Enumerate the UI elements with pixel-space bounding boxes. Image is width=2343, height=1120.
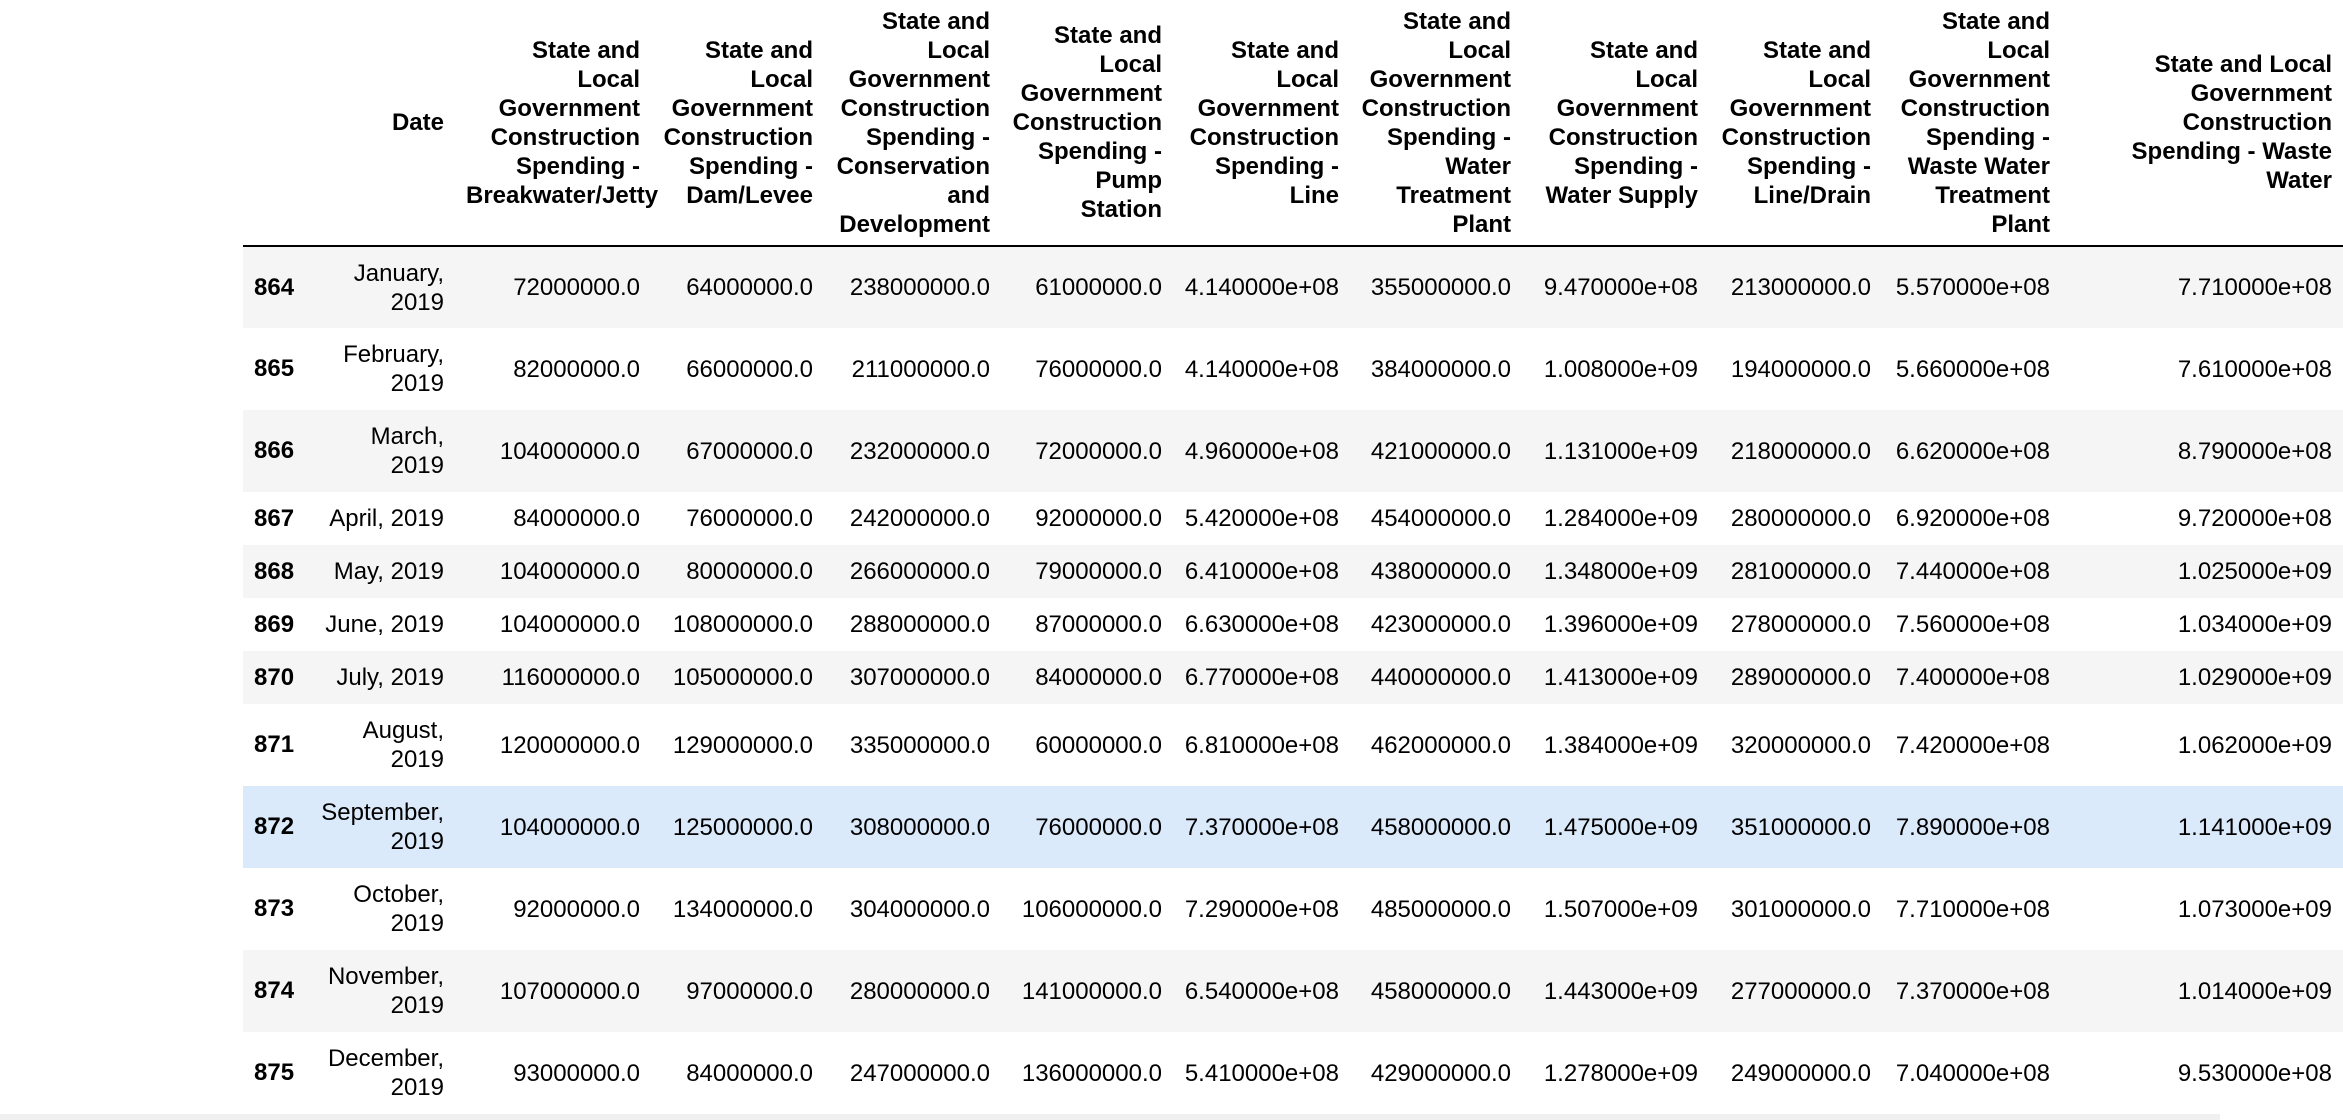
column-header-water-supply: State and Local Government Construction Spending - Water Supply [1522,0,1709,246]
value-cell: 7.610000e+08 [2177,355,2332,383]
value-cell: 79000000.0 [1035,558,1162,585]
value-cell: 5.570000e+08 [1895,274,2050,301]
value-cell: 4.140000e+08 [1184,355,1339,383]
date-cell: May, 2019 [333,558,444,585]
row-index: 871 [254,731,295,758]
value-cell: 4.140000e+08 [1184,274,1339,301]
date-cell: March, 2019 [370,423,444,479]
value-cell: 72000000.0 [1035,437,1162,465]
value-cell: 1.475000e+09 [1543,813,1698,841]
value-cell: 485000000.0 [1370,895,1511,923]
value-cell: 266000000.0 [849,558,990,585]
value-cell: 82000000.0 [513,355,640,383]
value-cell: 232000000.0 [849,437,990,465]
value-cell: 4.960000e+08 [1184,437,1339,465]
value-cell: 1.284000e+09 [1543,505,1698,532]
table-row[interactable] [243,246,2343,328]
value-cell: 421000000.0 [1370,437,1511,465]
table-row-hovered[interactable] [243,786,2343,868]
column-header-water-treatment-plant: State and Local Government Construction Spending - Water Treatment Plant [1350,0,1522,246]
value-cell: 107000000.0 [499,977,640,1005]
column-header-waste-water: State and Local Government Construction Spending - Waste Water [2061,0,2343,246]
date-cell: June, 2019 [325,611,444,638]
value-cell: 242000000.0 [849,505,990,532]
value-cell: 1.384000e+09 [1543,731,1698,759]
value-cell: 1.141000e+09 [2177,813,2332,841]
value-cell: 84000000.0 [686,1059,813,1087]
dataframe-table [243,0,2343,1114]
value-cell: 84000000.0 [513,505,640,532]
value-cell: 458000000.0 [1370,977,1511,1005]
value-cell: 9.530000e+08 [2177,1059,2332,1087]
value-cell: 80000000.0 [686,558,813,585]
value-cell: 440000000.0 [1370,664,1511,691]
value-cell: 1.443000e+09 [1543,977,1698,1005]
date-cell: December, 2019 [327,1045,444,1101]
value-cell: 8.790000e+08 [2177,437,2332,465]
value-cell: 280000000.0 [849,977,990,1005]
table-row[interactable] [243,492,2343,545]
row-index: 864 [254,273,295,301]
value-cell: 7.400000e+08 [1895,664,2050,691]
table-row[interactable] [243,868,2343,950]
value-cell: 64000000.0 [686,274,813,301]
value-cell: 5.660000e+08 [1895,355,2050,383]
value-cell: 454000000.0 [1370,505,1511,532]
value-cell: 194000000.0 [1730,355,1871,383]
value-cell: 1.029000e+09 [2177,664,2332,691]
value-cell: 7.040000e+08 [1895,1059,2050,1087]
value-cell: 92000000.0 [1035,505,1162,532]
value-cell: 7.290000e+08 [1184,895,1339,923]
value-cell: 289000000.0 [1730,664,1871,691]
value-cell: 67000000.0 [686,437,813,465]
value-cell: 134000000.0 [672,895,813,923]
table-row[interactable] [243,950,2343,1032]
table-header [243,0,2343,246]
table-row[interactable] [243,651,2343,704]
value-cell: 1.131000e+09 [1543,437,1698,465]
value-cell: 7.440000e+08 [1895,558,2050,585]
header-row [243,0,2343,246]
value-cell: 7.890000e+08 [1895,813,2050,841]
row-index: 867 [254,504,295,532]
column-header-date: Date [306,0,455,246]
value-cell: 1.008000e+09 [1543,355,1698,383]
value-cell: 136000000.0 [1021,1059,1162,1087]
table-row[interactable] [243,1032,2343,1114]
row-index: 872 [254,813,295,840]
row-index: 875 [254,1059,295,1086]
table-row[interactable] [243,598,2343,651]
value-cell: 247000000.0 [849,1059,990,1087]
value-cell: 9.720000e+08 [2177,505,2332,532]
value-cell: 7.560000e+08 [1895,611,2050,638]
index-header [243,0,306,246]
value-cell: 129000000.0 [672,731,813,759]
value-cell: 6.770000e+08 [1184,664,1339,691]
value-cell: 1.025000e+09 [2177,558,2332,585]
row-index: 873 [254,895,295,922]
value-cell: 462000000.0 [1370,731,1511,759]
value-cell: 66000000.0 [686,355,813,383]
value-cell: 458000000.0 [1370,813,1511,841]
date-cell: February, 2019 [343,341,444,397]
value-cell: 5.420000e+08 [1184,505,1339,532]
value-cell: 238000000.0 [849,274,990,301]
value-cell: 249000000.0 [1730,1059,1871,1087]
value-cell: 6.410000e+08 [1184,558,1339,585]
value-cell: 6.540000e+08 [1184,977,1339,1005]
value-cell: 61000000.0 [1035,274,1162,301]
value-cell: 60000000.0 [1035,731,1162,759]
column-header-pump-station: State and Local Government Construction Spending - Pump Station [1001,0,1173,246]
column-header-line-drain: State and Local Government Construction Spending - Line/Drain [1709,0,1882,246]
table-row[interactable] [243,410,2343,492]
row-index: 869 [254,610,295,638]
value-cell: 335000000.0 [849,731,990,759]
value-cell: 104000000.0 [499,558,640,585]
horizontal-scrollbar[interactable] [0,1114,2220,1120]
value-cell: 7.710000e+08 [1895,895,2050,923]
value-cell: 6.630000e+08 [1184,611,1339,638]
value-cell: 1.348000e+09 [1543,558,1698,585]
column-header-conservation-development: State and Local Government Construction Spending - Conservation and Development [824,0,1001,246]
row-index: 866 [254,437,295,464]
value-cell: 76000000.0 [1035,813,1162,841]
value-cell: 104000000.0 [499,611,640,638]
value-cell: 1.396000e+09 [1543,611,1698,638]
value-cell: 9.470000e+08 [1543,274,1698,301]
value-cell: 108000000.0 [672,611,813,638]
table-row[interactable] [243,545,2343,598]
date-cell: July, 2019 [336,664,444,691]
value-cell: 7.370000e+08 [1184,813,1339,841]
date-cell: April, 2019 [329,505,444,532]
value-cell: 7.420000e+08 [1895,731,2050,759]
value-cell: 288000000.0 [849,611,990,638]
value-cell: 7.370000e+08 [1895,977,2050,1005]
table-row[interactable] [243,328,2343,410]
row-index: 874 [254,977,295,1004]
value-cell: 1.062000e+09 [2177,731,2332,759]
value-cell: 76000000.0 [1035,355,1162,383]
value-cell: 301000000.0 [1730,895,1871,923]
value-cell: 93000000.0 [513,1059,640,1087]
date-cell: September, 2019 [321,799,444,855]
value-cell: 423000000.0 [1370,611,1511,638]
value-cell: 218000000.0 [1730,437,1871,465]
row-index: 870 [254,663,295,691]
value-cell: 1.034000e+09 [2177,611,2332,638]
value-cell: 351000000.0 [1730,813,1871,841]
value-cell: 104000000.0 [499,813,640,841]
table-row[interactable] [243,704,2343,786]
value-cell: 213000000.0 [1730,274,1871,301]
value-cell: 84000000.0 [1035,664,1162,691]
value-cell: 280000000.0 [1730,505,1871,532]
value-cell: 277000000.0 [1730,977,1871,1005]
date-cell: November, 2019 [327,963,444,1019]
value-cell: 1.507000e+09 [1543,895,1698,923]
value-cell: 6.920000e+08 [1895,505,2050,532]
value-cell: 141000000.0 [1021,977,1162,1005]
row-index: 865 [254,355,295,382]
value-cell: 76000000.0 [686,505,813,532]
table-body [243,246,2343,1114]
value-cell: 1.413000e+09 [1543,664,1698,691]
value-cell: 6.620000e+08 [1895,437,2050,465]
value-cell: 281000000.0 [1730,558,1871,585]
value-cell: 429000000.0 [1370,1059,1511,1087]
column-header-dam-levee: State and Local Government Construction Spending - Dam/Levee [651,0,824,246]
value-cell: 1.073000e+09 [2177,895,2332,923]
value-cell: 278000000.0 [1730,611,1871,638]
value-cell: 384000000.0 [1370,355,1511,383]
date-cell: August, 2019 [362,717,444,773]
value-cell: 105000000.0 [672,664,813,691]
value-cell: 211000000.0 [851,355,990,383]
value-cell: 320000000.0 [1730,731,1871,759]
value-cell: 104000000.0 [499,437,640,465]
value-cell: 1.014000e+09 [2177,977,2332,1005]
column-header-waste-water-treatment-plant: State and Local Government Construction Spending - Waste Water Treatment Plant [1882,0,2061,246]
value-cell: 307000000.0 [849,664,990,691]
value-cell: 308000000.0 [849,813,990,841]
value-cell: 5.410000e+08 [1184,1059,1339,1087]
value-cell: 92000000.0 [513,895,640,923]
row-index: 868 [254,557,295,585]
value-cell: 355000000.0 [1370,274,1511,301]
value-cell: 304000000.0 [849,895,990,923]
column-header-line: State and Local Government Construction Spending - Line [1173,0,1350,246]
value-cell: 87000000.0 [1035,611,1162,638]
value-cell: 116000000.0 [501,664,640,691]
value-cell: 6.810000e+08 [1184,731,1339,759]
value-cell: 106000000.0 [1021,895,1162,923]
date-cell: October, 2019 [353,881,444,937]
value-cell: 7.710000e+08 [2177,274,2332,301]
value-cell: 72000000.0 [513,274,640,301]
value-cell: 120000000.0 [499,731,640,759]
value-cell: 125000000.0 [672,813,813,841]
value-cell: 438000000.0 [1370,558,1511,585]
value-cell: 1.278000e+09 [1543,1059,1698,1087]
date-cell: January, 2019 [353,259,444,316]
column-header-breakwater-jetty: State and Local Government Construction Spending - Breakwater/Jetty [455,0,651,246]
value-cell: 97000000.0 [686,977,813,1005]
